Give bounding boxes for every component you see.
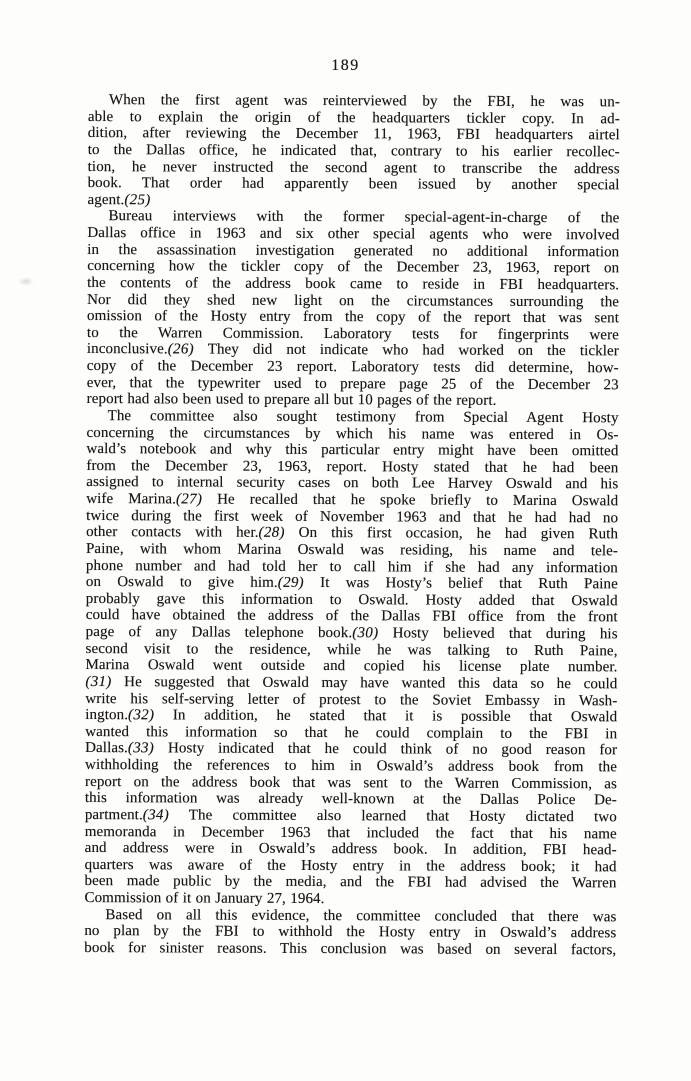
- text-line: tion, he never instructed the second agent to transcribe the address: [87, 158, 620, 177]
- text-line: probably gave this information to Oswald. Hosty added that Oswald: [85, 590, 618, 610]
- text-line: omission of the Hosty entry from the copy of the report that was sent: [86, 308, 620, 327]
- text-line: Based on all this evidence, the committee concluded that there was: [105, 906, 617, 925]
- text-line: (31) He suggested that Oswald may have wanted this data so he could: [85, 673, 618, 693]
- text-line: Bureau interviews with the former special-agent-in-charge of the: [108, 208, 620, 227]
- text-line: no plan by the FBI to withhold the Hosty entry in Oswald’s address: [84, 923, 617, 942]
- text-line: copy of the December 23 report. Laboratory tests did determine, how-: [86, 357, 619, 377]
- text-line: could have obtained the address of the Dallas FBI office from the front: [85, 607, 618, 626]
- paragraph-4: [84, 907, 616, 959]
- text-line: in the assassination investigation generated no additional information: [87, 241, 620, 260]
- text-line: from the December 23, 1963, report. Hosty stated that he had been: [86, 457, 619, 477]
- text-line: report on the address book that was sent to the Warren Commission, as: [84, 773, 618, 792]
- text-line: partment.(34) The committee also learned that Hosty dictated two: [84, 806, 617, 826]
- text-line: book. That order had apparently been issued by another special: [87, 175, 620, 194]
- paragraph-2: [87, 208, 620, 410]
- text-line: concerning how the tickler copy of the December 23, 1963, report on: [87, 258, 620, 277]
- text-line: other contacts with her.(28) On this first occasion, he had given Ruth: [86, 524, 619, 543]
- text-line: agent.(25): [87, 191, 151, 209]
- text-line: The committee also sought testimony from Special Agent Hosty: [107, 407, 619, 427]
- text-line: wife Marina.(27) He recalled that he spoke briefly to Marina Oswald: [86, 490, 619, 510]
- scan-smudge: [18, 277, 34, 286]
- paragraph-1: [87, 92, 620, 211]
- text-line: phone number and had told her to call him if she had any information: [85, 557, 618, 576]
- text-line: to the Warren Commission. Laboratory tests for fingerprints were: [86, 324, 619, 344]
- text-line: Dallas.(33) Hosty indicated that he could think of no good reason for: [85, 740, 618, 759]
- text-line: able to explain the origin of the headquarters tickler copy. In ad-: [87, 108, 620, 127]
- text-line: to the Dallas office, he indicated that, contrary to his earlier recollec-: [87, 141, 620, 161]
- text-line: Paine, with whom Marina Oswald was residing, his name and tele-: [85, 540, 619, 560]
- text-line: Dallas office in 1963 and six other special agents who were involved: [87, 224, 620, 244]
- text-line: When the first agent was reinterviewed by the FBI, he was un-: [108, 92, 620, 111]
- text-line: dition, after reviewing the December 11, 1963, FBI headquarters airtel: [87, 125, 620, 144]
- text-line: on Oswald to give him.(29) It was Hosty’s belief that Ruth Paine: [85, 574, 618, 593]
- text-line: quarters was aware of the Hosty entry in the address book; it had: [84, 856, 617, 876]
- text-line: ington.(32) In addition, he stated that it is possible that Oswald: [85, 707, 618, 726]
- text-line: wanted this information so that he could complain to the FBI in: [85, 723, 618, 743]
- text-line: the contents of the address book came to reside in FBI headquarters.: [87, 274, 620, 294]
- text-line: report had also been used to prepare all but 10 pages of the report.: [86, 391, 497, 410]
- text-line: inconclusive.(26) They did not indicate who had worked on the tickler: [86, 341, 619, 360]
- text-line: been made public by the media, and the FBI had advised the Warren: [84, 873, 617, 892]
- text-line: Marina Oswald went outside and copied his license plate number.: [85, 657, 618, 676]
- text-line: Commission of it on January 27, 1964.: [84, 889, 325, 908]
- text-line: this information was already well-known at the Dallas Police De-: [84, 790, 617, 809]
- text-line: write his self-serving letter of protest to the Soviet Embassy in Wash-: [85, 690, 618, 709]
- text-line: wald’s notebook and why this particular entry might have been omitted: [86, 441, 619, 460]
- text-line: twice during the first week of November 1963 and that he had had no: [86, 507, 619, 526]
- text-line: ever, that the typewriter used to prepare page 25 of the December 23: [86, 374, 619, 393]
- text-line: withholding the references to him in Oswald’s address book from the: [85, 756, 618, 776]
- paragraph-3: [84, 408, 618, 909]
- page-number: 189: [331, 57, 360, 74]
- text-line: memoranda in December 1963 that included the fact that his name: [84, 823, 617, 842]
- text-line: book for sinister reasons. This conclusion was based on several factors,: [84, 939, 617, 959]
- page-text: [84, 92, 620, 959]
- text-line: Nor did they shed new light on the circumstances surrounding the: [87, 291, 620, 310]
- text-line: second visit to the residence, while he was talking to Ruth Paine,: [85, 640, 618, 659]
- text-line: and address were in Oswald’s address book. In addition, FBI head-: [84, 840, 617, 859]
- text-line: concerning the circumstances by which his name was entered in Os-: [86, 424, 619, 443]
- text-line: assigned to internal security cases on both Lee Harvey Oswald and his: [86, 474, 619, 493]
- text-line: page of any Dallas telephone book.(30) Hosty believed that during his: [85, 623, 618, 643]
